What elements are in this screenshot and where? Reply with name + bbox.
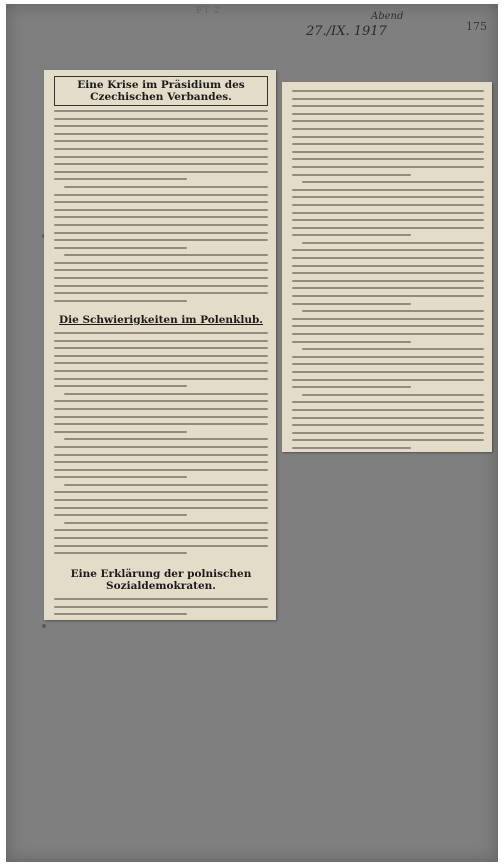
text-line (292, 417, 484, 419)
text-line (292, 151, 484, 153)
text-line (302, 242, 484, 244)
text-line (54, 118, 268, 120)
text-line (54, 347, 268, 349)
text-line (302, 181, 484, 183)
headline-declaration: Eine Erklärung der polnischen Sozialdemokraten. (70, 568, 252, 592)
text-line (292, 341, 411, 343)
text-line (292, 204, 484, 206)
text-line (292, 189, 484, 191)
text-line (54, 209, 268, 211)
text-line (54, 232, 268, 234)
text-line (292, 174, 411, 176)
text-line (292, 295, 484, 297)
text-line (54, 552, 187, 554)
text-line (292, 409, 484, 411)
text-line (292, 333, 484, 335)
text-line (54, 133, 268, 135)
handwritten-date: 27./IX. 1917 (306, 24, 387, 39)
text-line (292, 272, 484, 274)
text-line (64, 522, 268, 524)
text-line (292, 447, 411, 449)
text-line (54, 178, 187, 180)
text-line (54, 140, 268, 142)
text-line (54, 156, 268, 158)
continued-article-body (292, 90, 484, 455)
crisis-article-header (54, 76, 268, 106)
text-line (54, 292, 268, 294)
text-line (54, 613, 187, 615)
headline-difficulties: Die Schwierigkeiten im Polenklub. (59, 314, 263, 326)
text-line (292, 234, 411, 236)
text-line (54, 400, 268, 402)
declaration-article-header (54, 568, 268, 592)
handwritten-source-note: Abend (371, 11, 404, 22)
text-line (54, 247, 187, 249)
text-line (54, 194, 268, 196)
text-line (54, 507, 268, 509)
text-line (54, 537, 268, 539)
text-line (292, 439, 484, 441)
folio-number: 175 (466, 20, 487, 33)
text-line (54, 476, 187, 478)
text-line (292, 318, 484, 320)
text-line (292, 325, 484, 327)
difficulties-article-body (54, 332, 268, 560)
text-line (292, 401, 484, 403)
text-line (292, 265, 484, 267)
text-line (292, 143, 484, 145)
text-line (292, 212, 484, 214)
text-line (292, 158, 484, 160)
text-line (54, 446, 268, 448)
archive-sheet (6, 4, 498, 862)
text-line (302, 310, 484, 312)
newspaper-clipping-left (44, 70, 276, 620)
text-line (54, 370, 268, 372)
headline-crisis: Eine Krise im Präsidium des Czechischen Verbandes. (54, 76, 268, 106)
text-line (54, 125, 268, 127)
text-line (292, 136, 484, 138)
text-line (292, 120, 484, 122)
text-line (292, 356, 484, 358)
text-line (292, 249, 484, 251)
text-line (54, 269, 268, 271)
text-line (292, 287, 484, 289)
text-line (292, 98, 484, 100)
crisis-article-body (54, 110, 268, 307)
text-line (54, 148, 268, 150)
text-line (292, 105, 484, 107)
text-line (54, 514, 187, 516)
text-line (292, 432, 484, 434)
text-line (54, 416, 268, 418)
text-line (64, 186, 268, 188)
text-line (64, 393, 268, 395)
text-line (54, 216, 268, 218)
text-line (292, 166, 484, 168)
text-line (292, 196, 484, 198)
text-line (54, 355, 268, 357)
text-line (54, 171, 268, 173)
text-line (292, 379, 484, 381)
text-line (54, 469, 268, 471)
text-line (54, 491, 268, 493)
text-line (292, 303, 411, 305)
text-line (302, 348, 484, 350)
text-line (54, 423, 268, 425)
archive-stamp: FT 2 (196, 6, 221, 16)
text-line (54, 277, 268, 279)
text-line (54, 262, 268, 264)
text-line (292, 280, 484, 282)
text-line (54, 545, 268, 547)
declaration-article-body (54, 598, 268, 621)
text-line (54, 163, 268, 165)
text-line (64, 438, 268, 440)
text-line (292, 363, 484, 365)
text-line (292, 371, 484, 373)
text-line (292, 424, 484, 426)
text-line (292, 219, 484, 221)
text-line (292, 227, 484, 229)
text-line (64, 484, 268, 486)
text-line (292, 128, 484, 130)
text-line (54, 499, 268, 501)
text-line (54, 362, 268, 364)
text-line (54, 239, 268, 241)
text-line (54, 408, 268, 410)
text-line (54, 224, 268, 226)
text-line (292, 113, 484, 115)
text-line (54, 385, 187, 387)
text-line (54, 201, 268, 203)
text-line (54, 606, 268, 608)
text-line (64, 254, 268, 256)
text-line (54, 332, 268, 334)
text-line (54, 454, 268, 456)
text-line (292, 257, 484, 259)
text-line (54, 340, 268, 342)
text-line (54, 300, 187, 302)
text-line (54, 431, 187, 433)
text-line (54, 461, 268, 463)
binding-hole (42, 624, 46, 628)
text-line (54, 110, 268, 112)
text-line (292, 386, 411, 388)
text-line (54, 378, 268, 380)
newspaper-clipping-right (282, 82, 492, 452)
text-line (292, 90, 484, 92)
text-line (302, 394, 484, 396)
difficulties-article-header (54, 314, 268, 326)
text-line (54, 285, 268, 287)
text-line (54, 529, 268, 531)
text-line (54, 598, 268, 600)
